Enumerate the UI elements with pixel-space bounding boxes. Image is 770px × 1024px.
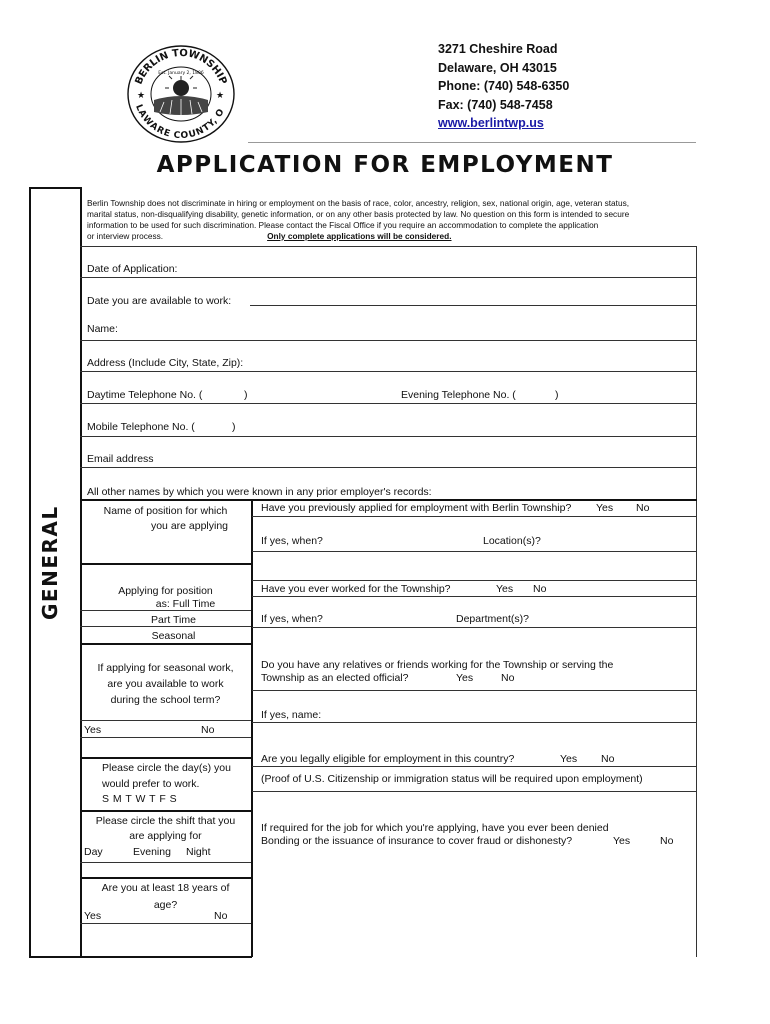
shift-evening-option[interactable]: Evening xyxy=(133,846,171,858)
applied-when-field[interactable] xyxy=(252,551,697,552)
relatives-question-line2: Township as an elected official? xyxy=(261,672,409,684)
website-link[interactable]: www.berlintwp.us xyxy=(438,116,544,130)
township-seal xyxy=(120,36,242,144)
date-available-label: Date you are available to work: xyxy=(87,295,232,307)
daytime-phone-label: Daytime Telephone No. ( xyxy=(87,389,203,401)
worked-when-field[interactable] xyxy=(252,627,697,628)
name-label: Name: xyxy=(87,323,118,335)
worked-township-question: Have you ever worked for the Township? xyxy=(261,583,451,595)
seal-top-text: BERLIN TOWNSHIP xyxy=(133,47,229,87)
bonding-question-line2: Bonding or the issuance of insurance to cover fraud or dishonesty? xyxy=(261,835,573,847)
other-names-label: All other names by which you were known in any prior employer's records: xyxy=(87,486,432,498)
seasonal-question-line3: during the school term? xyxy=(110,694,221,706)
page-title: APPLICATION FOR EMPLOYMENT xyxy=(156,152,614,178)
phone-field[interactable] xyxy=(80,403,697,404)
seasonal-question-line1: If applying for seasonal work, xyxy=(97,662,234,674)
city-state-zip: Delaware, OH 43015 xyxy=(438,60,557,75)
applied-location-label: Location(s)? xyxy=(483,535,541,547)
bonding-no[interactable]: No xyxy=(660,835,674,847)
relatives-name-label: If yes, name: xyxy=(261,709,322,721)
applied-when-label: If yes, when? xyxy=(261,535,323,547)
age-question-line2: age? xyxy=(153,899,178,911)
address-block xyxy=(438,40,569,133)
bonding-yes[interactable]: Yes xyxy=(613,835,631,847)
applying-full-time[interactable]: as: Full Time xyxy=(155,598,216,610)
date-available-field[interactable] xyxy=(250,305,696,306)
shift-night-option[interactable]: Night xyxy=(186,846,211,858)
address-label: Address (Include City, State, Zip): xyxy=(87,357,244,369)
eligible-yes[interactable]: Yes xyxy=(560,753,578,765)
applied-before-no[interactable]: No xyxy=(636,502,650,514)
worked-township-yes[interactable]: Yes xyxy=(496,583,514,595)
shift-day-option[interactable]: Day xyxy=(84,846,103,858)
age-no-option[interactable]: No xyxy=(214,910,228,922)
relatives-no[interactable]: No xyxy=(501,672,515,684)
seal-bottom-text: LAWARE COUNTY, O xyxy=(133,103,227,142)
street-address: 3271 Cheshire Road xyxy=(438,42,558,56)
shift-question-line2: are applying for xyxy=(129,830,202,842)
department-label: Department(s)? xyxy=(456,613,529,625)
section-label-general: GENERAL xyxy=(38,505,62,620)
preferred-days-line1: Please circle the day(s) you xyxy=(102,762,231,774)
age-yes-option[interactable]: Yes xyxy=(84,910,102,922)
seasonal-yes-option[interactable]: Yes xyxy=(84,724,102,736)
relatives-question-line1: Do you have any relatives or friends working for the Township or serving the xyxy=(261,659,614,671)
applied-before-yes[interactable]: Yes xyxy=(596,502,614,514)
applying-part-time[interactable]: Part Time xyxy=(151,614,196,626)
name-field[interactable] xyxy=(80,340,697,341)
svg-text:★: ★ xyxy=(137,91,146,101)
date-of-application-field[interactable] xyxy=(80,277,697,278)
seasonal-no-option[interactable]: No xyxy=(201,724,215,736)
svg-text:★: ★ xyxy=(216,91,225,101)
preferred-days-options[interactable]: S M T W T F S xyxy=(102,793,178,805)
email-label: Email address xyxy=(87,453,154,465)
position-label-line1: Name of position for which xyxy=(103,505,228,517)
seal-inner-text: Est. January 2, 1806 xyxy=(158,71,204,76)
mobile-phone-field[interactable] xyxy=(80,436,697,437)
worked-township-no[interactable]: No xyxy=(533,583,547,595)
complete-applications-note: Only complete applications will be considered. xyxy=(267,231,452,241)
non-discrimination-notice: Berlin Township does not discriminate in hiring or employment on the basis of race, color, ancestry, religion, sex, national origin, age, veteran status, marital status, non-disqualifying disability, genetic information, or on any other basis protected by law. No question on this form is intended to secure information to be used for such discrimination. Please contact the Fiscal Office if you require an accommodation to complete the application or interview process. Only complete applications will be considered. xyxy=(87,198,630,241)
applying-seasonal[interactable]: Seasonal xyxy=(151,630,196,642)
eligible-question: Are you legally eligible for employment in this country? xyxy=(261,753,515,765)
mobile-phone-label: Mobile Telephone No. ( xyxy=(87,421,195,433)
position-label-line2: you are applying xyxy=(150,520,229,532)
seasonal-question-line2: are you available to work xyxy=(107,678,224,690)
shift-question-line1: Please circle the shift that you xyxy=(95,815,236,827)
date-of-application-label: Date of Application: xyxy=(87,263,178,275)
evening-phone-label: Evening Telephone No. ( xyxy=(401,389,516,401)
applying-as-line1: Applying for position xyxy=(118,585,213,597)
applied-before-question: Have you previously applied for employment with Berlin Township? xyxy=(261,502,572,514)
preferred-days-line2: would prefer to work. xyxy=(102,778,200,790)
email-field[interactable] xyxy=(80,467,697,468)
position-field[interactable] xyxy=(80,563,252,565)
age-question-line1: Are you at least 18 years of xyxy=(101,882,230,894)
relatives-yes[interactable]: Yes xyxy=(456,672,474,684)
eligible-no[interactable]: No xyxy=(601,753,615,765)
bonding-question-line1: If required for the job for which you're applying, have you ever been denied xyxy=(261,822,609,834)
relatives-name-field[interactable] xyxy=(252,722,697,723)
worked-when-label: If yes, when? xyxy=(261,613,323,625)
citizenship-proof-note: (Proof of U.S. Citizenship or immigration status will be required upon employment) xyxy=(261,773,643,785)
fax-number: Fax: (740) 548-7458 xyxy=(438,97,553,112)
phone-number: Phone: (740) 548-6350 xyxy=(438,79,570,93)
address-field[interactable] xyxy=(80,371,697,372)
